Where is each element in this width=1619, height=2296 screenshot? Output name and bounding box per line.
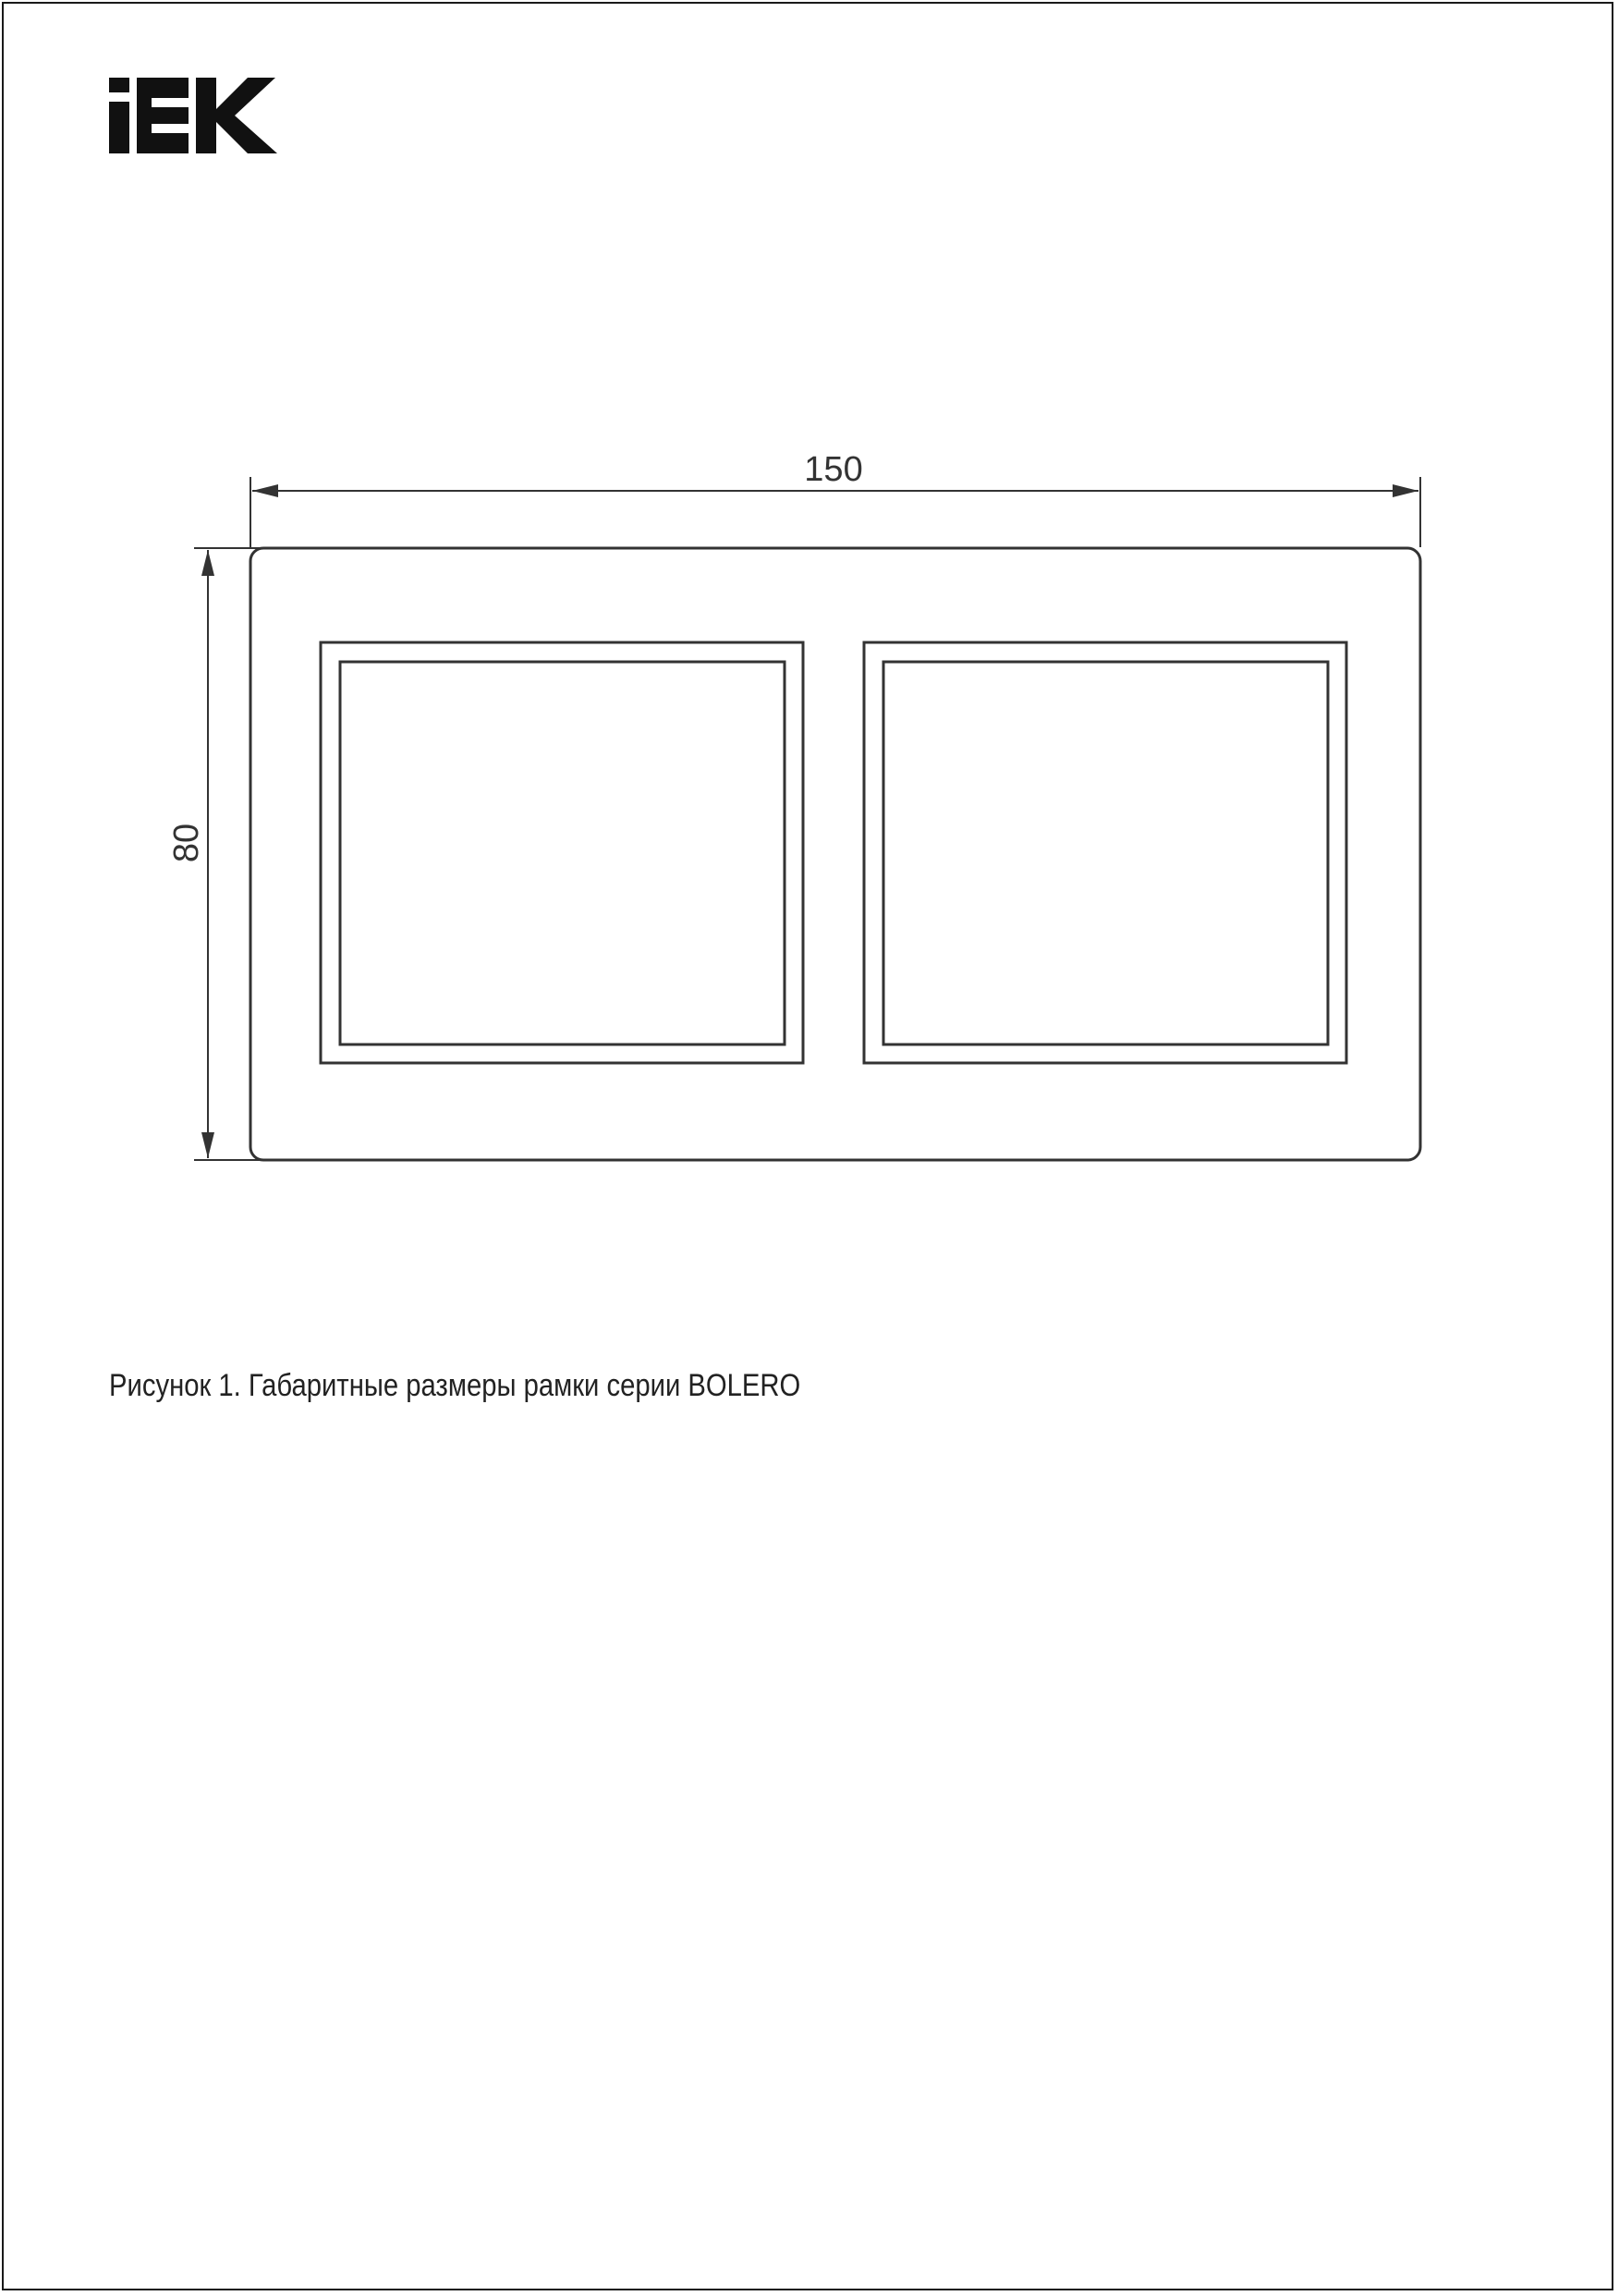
height-dimension-label: 80 (167, 823, 206, 863)
outer-frame (250, 548, 1420, 1160)
right-opening-inner (883, 662, 1328, 1044)
width-dimension-label: 150 (804, 450, 863, 489)
width-dimension (250, 450, 1420, 547)
left-opening-outer (321, 642, 803, 1063)
figure-caption: Рисунок 1. Габаритные размеры рамки серии BOLERO (109, 1368, 801, 1403)
right-opening-outer (864, 642, 1346, 1063)
left-opening-inner (340, 662, 785, 1044)
height-dimension (167, 548, 268, 1160)
